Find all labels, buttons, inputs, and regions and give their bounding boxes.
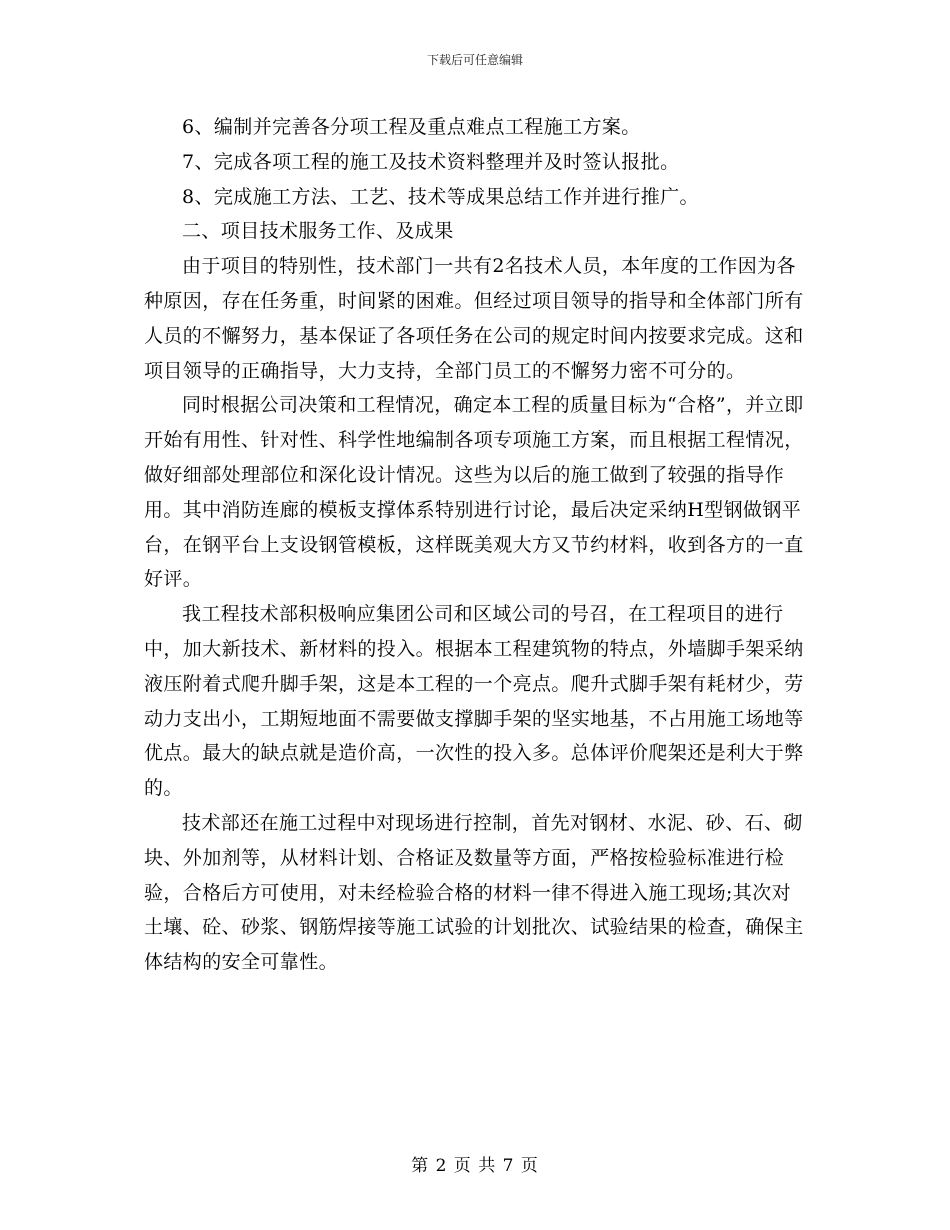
paragraph-material-control: 技术部还在施工过程中对现场进行控制，首先对钢材、水泥、砂、石、砌块、外加剂等，从材料计划、合格证及数量等方面，严格按检验标准进行检验，合格后方可使用，对未经检验合格的材料一律不得进入施工现场;其次对土壤、砼、砂浆、钢筋焊接等施工试验的计划批次、试验结果的检查，确保主体结构的安全可靠性。 — [144, 811, 804, 974]
list-item-6: 6、编制并完善各分项工程及重点难点工程施工方案。 — [182, 116, 641, 138]
document-body — [144, 110, 804, 980]
paragraph-staffing: 由于项目的特别性，技术部门一共有2名技术人员，本年度的工作因为各种原因，存在任务重，时间紧的困难。但经过项目领导的指导和全体部门所有人员的不懈努力，基本保证了各项任务在公司的规定时间内按要求完成。这和项目领导的正确指导，大力支持，全部门员工的不懈努力密不可分的。 — [144, 255, 804, 382]
paragraph-new-technology: 我工程技术部积极响应集团公司和区域公司的号召，在工程项目的进行中，加大新技术、新材料的投入。根据本工程建筑物的特点，外墙脚手架采纳液压附着式爬升脚手架，这是本工程的一个亮点。爬升式脚手架有耗材少，劳动力支出小，工期短地面不需要做支撑脚手架的坚实地基，不占用施工场地等优点。最大的缺点就是造价高，一次性的投入多。总体评价爬架还是利大于弊的。 — [144, 603, 804, 800]
list-item-7: 7、完成各项工程的施工及技术资料整理并及时签认报批。 — [182, 150, 680, 173]
page-header: 下载后可任意编辑 — [426, 53, 523, 67]
page-footer: 第 2 页 共 7 页 — [411, 1156, 539, 1176]
list-item-8: 8、完成施工方法、工艺、技术等成果总结工作并进行推广。 — [182, 185, 699, 208]
section-heading: 二、项目技术服务工作、及成果 — [182, 220, 454, 243]
paragraph-quality-goal: 同时根据公司决策和工程情况，确定本工程的质量目标为“合格”，并立即开始有用性、针对性、科学性地编制各项专项施工方案，而且根据工程情况，做好细部处理部位和深化设计情况。这些为以后的施工做到了较强的指导作用。其中消防连廊的模板支撑体系特别进行讨论，最后决定采纳H型钢做钢平台，在钢平台上支设钢管模板，这样既美观大方又节约材料，收到各方的一直好评。 — [144, 394, 804, 591]
